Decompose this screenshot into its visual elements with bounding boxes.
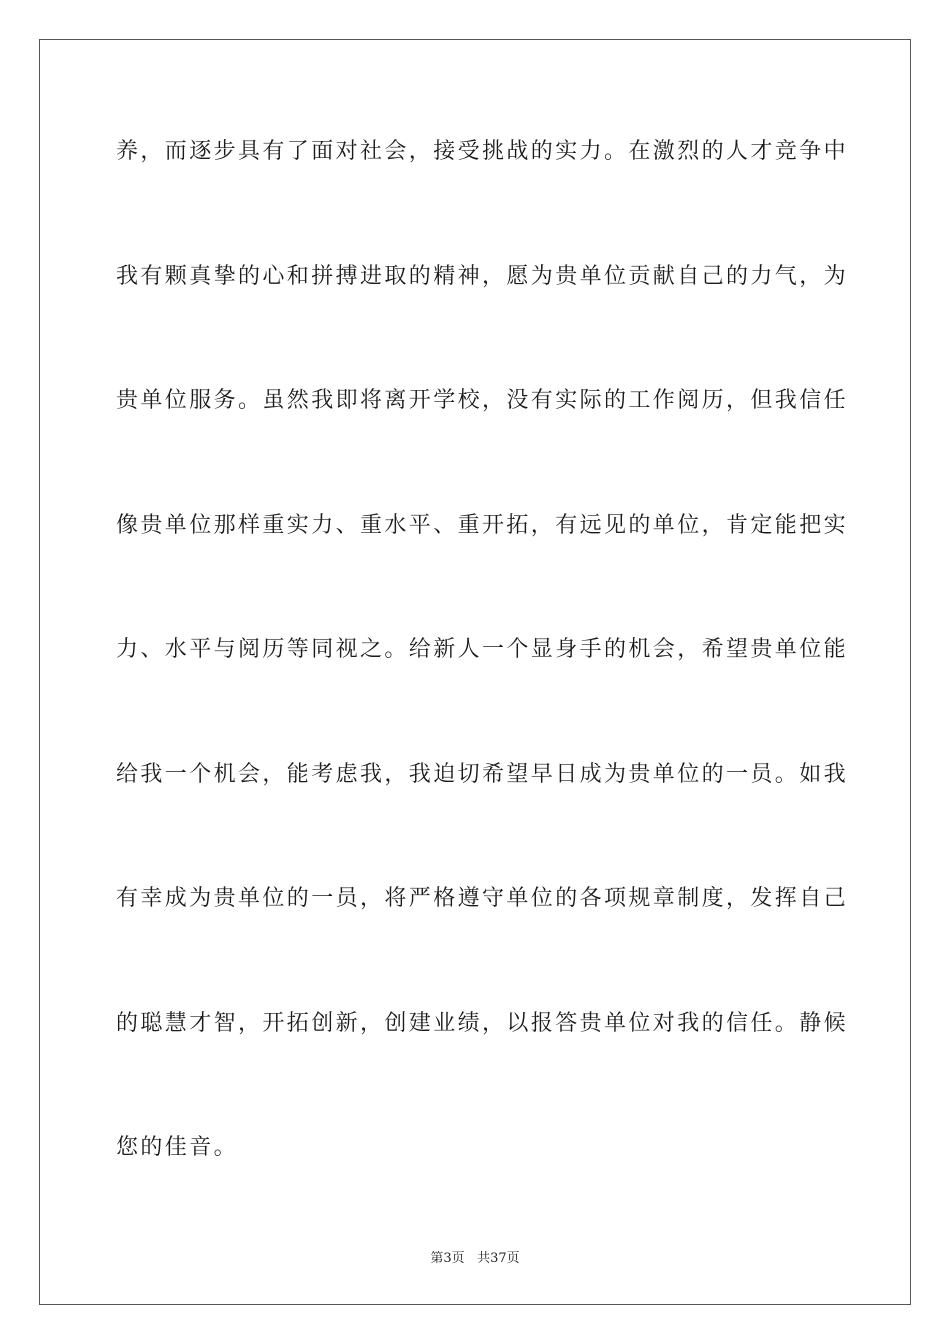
document-line: 有幸成为贵单位的一员，将严格遵守单位的各项规章制度，发挥自己 [116,886,849,911]
document-line: 贵单位服务。虽然我即将离开学校，没有实际的工作阅历，但我信任 [116,388,849,413]
document-line: 的聪慧才智，开拓创新，创建业绩，以报答贵单位对我的信任。静候 [116,1010,849,1036]
document-line: 给我一个机会，能考虑我，我迫切希望早日成为贵单位的一员。如我 [116,761,849,787]
page-total: 共37页 [477,1251,520,1266]
footer-spacer [465,1251,477,1266]
document-line: 我有颗真挚的心和拼搏进取的精神，愿为贵单位贡献自己的力气，为 [116,263,849,289]
document-line: 您的佳音。 [116,1135,239,1160]
document-line: 力、水平与阅历等同视之。给新人一个显身手的机会，希望贵单位能 [116,637,849,662]
page-number: 第3页 [430,1251,465,1266]
document-body [116,139,849,1273]
document-line: 像贵单位那样重实力、重水平、重开拓，有远见的单位，肯定能把实 [116,512,849,538]
page-footer [0,1247,950,1266]
document-line: 养，而逐步具有了面对社会，接受挑战的实力。在激烈的人才竞争中 [116,139,849,164]
